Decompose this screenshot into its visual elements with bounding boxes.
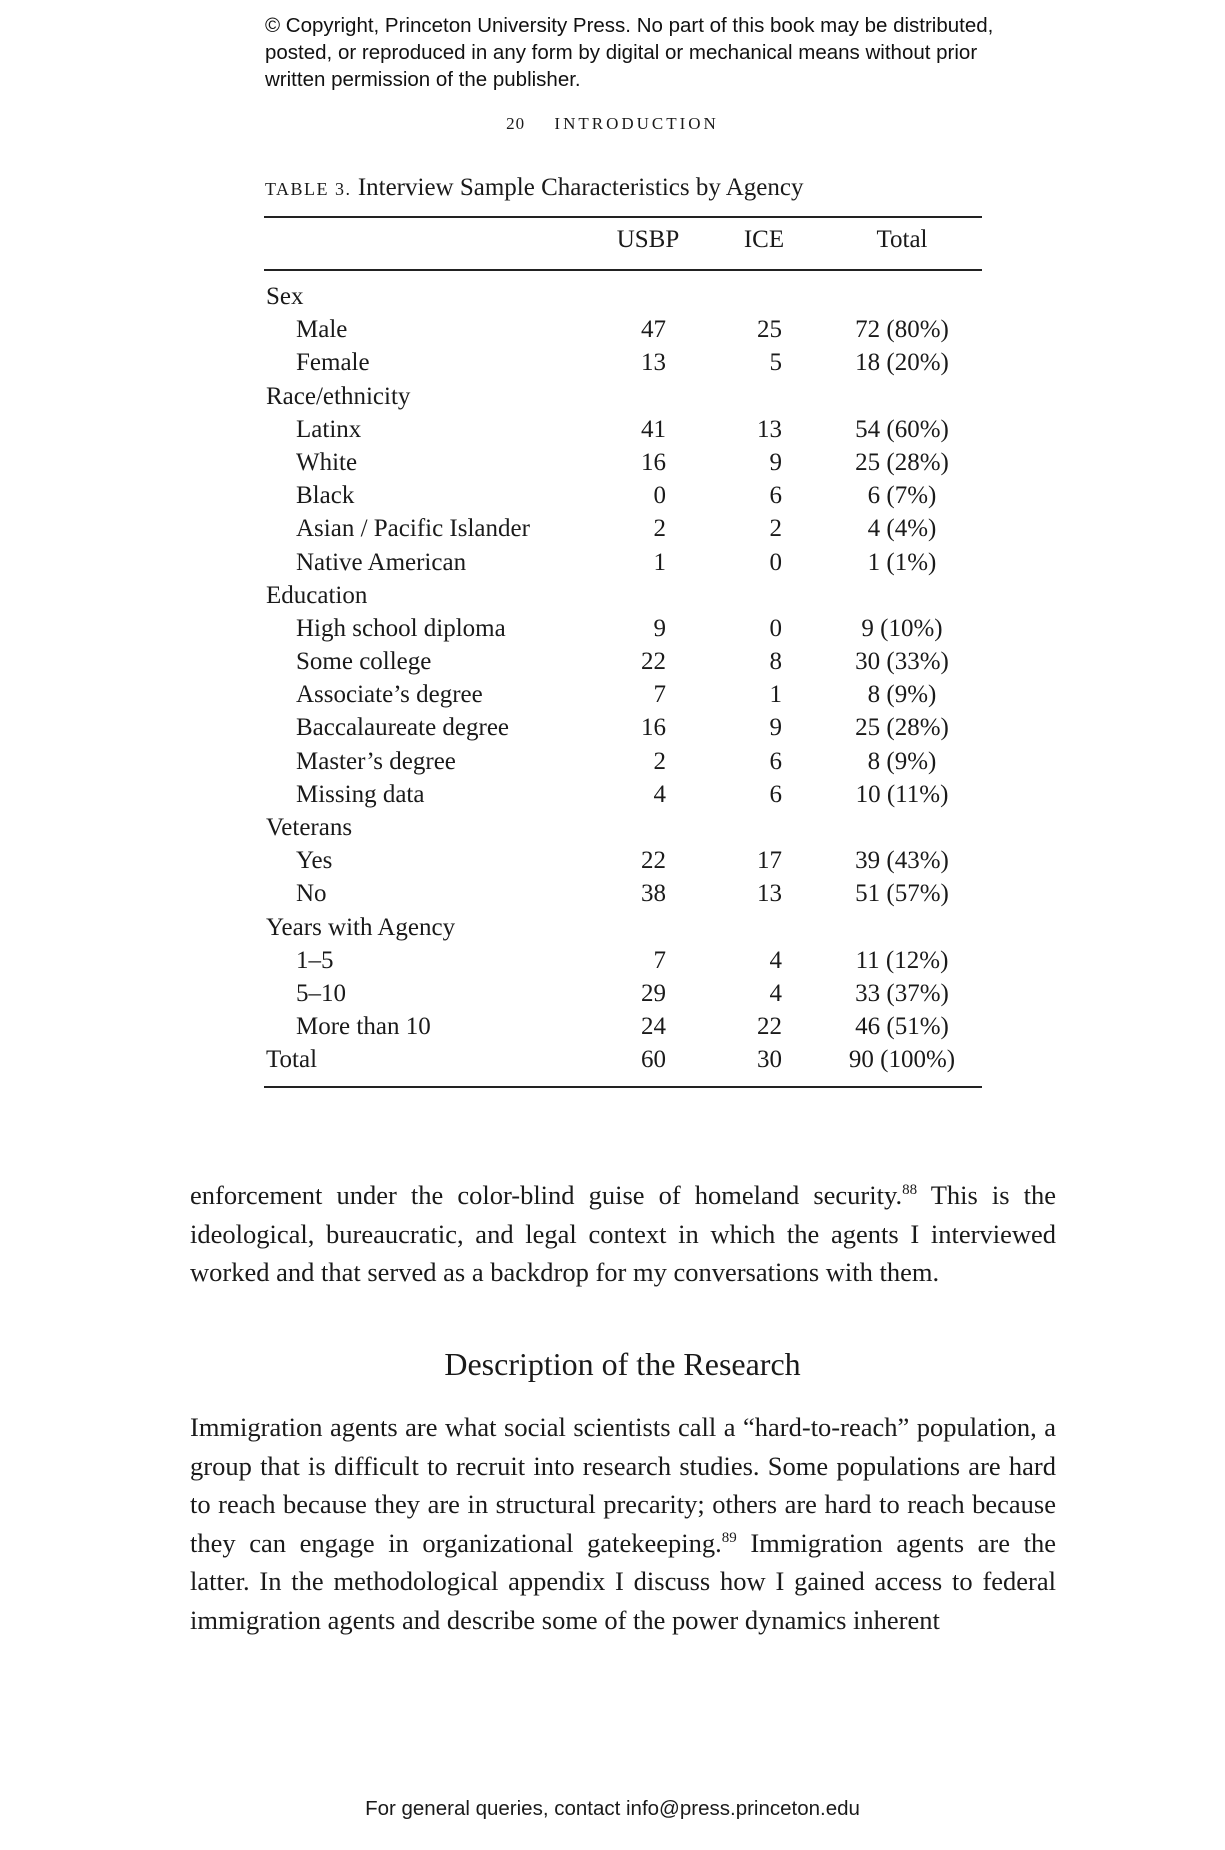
table-group-row (264, 911, 982, 944)
cell-ice: 5 (769, 349, 782, 377)
cell-total: 18 (20%) (855, 349, 949, 377)
row-label: Education (266, 581, 368, 609)
row-label: Years with Agency (266, 913, 456, 941)
row-label: Baccalaureate degree (296, 714, 510, 742)
table-caption (265, 174, 804, 202)
copyright-notice: © Copyright, Princeton University Press. No part of this book may be distributed, posted, or reproduced in any form by digital or mechanical means without prior written permission of the publisher. (265, 14, 994, 91)
running-head (0, 114, 1225, 134)
cell-total: 8 (9%) (867, 681, 937, 709)
column-header-ice: ICE (743, 226, 785, 253)
table-row (264, 346, 982, 379)
cell-usbp: 22 (641, 648, 666, 676)
cell-ice: 6 (769, 747, 782, 775)
cell-ice: 8 (769, 648, 782, 676)
cell-total: 25 (28%) (855, 448, 949, 476)
column-header-usbp: USBP (616, 226, 680, 253)
row-label: 5–10 (296, 979, 346, 1007)
cell-total: 30 (33%) (855, 648, 949, 676)
cell-usbp: 4 (653, 780, 666, 808)
cell-usbp: 60 (641, 1046, 666, 1074)
table-group-row (264, 579, 982, 612)
table-top-rule (264, 216, 982, 218)
row-label: Missing data (296, 780, 425, 808)
table-row (264, 711, 982, 744)
cell-total: 8 (9%) (867, 747, 937, 775)
table-row (264, 944, 982, 977)
footnote-ref[interactable]: 89 (721, 1529, 737, 1546)
table-group-row (264, 380, 982, 413)
cell-ice: 0 (769, 548, 782, 576)
cell-total: 11 (12%) (855, 946, 949, 974)
cell-usbp: 16 (641, 714, 666, 742)
table-row (264, 745, 982, 778)
row-label: Male (296, 316, 348, 344)
cell-usbp: 1 (653, 548, 666, 576)
table-row (264, 612, 982, 645)
row-label: Veterans (266, 814, 353, 841)
table-row (264, 479, 982, 512)
row-label: Native American (296, 548, 467, 576)
cell-total: 10 (11%) (855, 780, 949, 808)
row-label: Female (296, 349, 370, 377)
cell-usbp: 2 (653, 515, 666, 543)
page-number: 20 (506, 114, 526, 133)
section-heading: Description of the Research (444, 1346, 801, 1382)
cell-total: 46 (51%) (855, 1013, 949, 1041)
paragraph-text: enforcement under the color-blind guise of homeland security. (190, 1180, 903, 1210)
row-label: Yes (296, 847, 333, 875)
row-label: Total (266, 1046, 318, 1074)
cell-usbp: 38 (641, 880, 666, 908)
cell-usbp: 29 (641, 979, 666, 1007)
footer-contact: For general queries, contact info@press.princeton.edu (365, 1797, 860, 1820)
table-row (264, 512, 982, 545)
row-label: Some college (296, 648, 432, 676)
row-label: Race/ethnicity (266, 382, 411, 410)
cell-ice: 1 (769, 681, 782, 709)
section-title: INTRODUCTION (554, 114, 719, 133)
table-group-row (264, 1043, 982, 1076)
cell-total: 90 (100%) (848, 1046, 956, 1074)
cell-total: 25 (28%) (855, 714, 949, 742)
cell-total: 4 (4%) (867, 515, 937, 543)
cell-total: 39 (43%) (855, 847, 949, 875)
cell-usbp: 16 (641, 448, 666, 476)
row-label: High school diploma (296, 614, 506, 642)
cell-total: 33 (37%) (855, 979, 949, 1007)
cell-ice: 13 (757, 415, 782, 443)
cell-ice: 4 (769, 946, 782, 974)
row-label: No (296, 880, 327, 908)
paragraph-text: Immigration agents are what social scientists call a “hard-to-reach” population, a group that is difficult to recruit into research studies. Some populations are hard to reach because they are in structural precarity; others are hard to reach because they can engage in organizational gatekeeping. (190, 1412, 1056, 1558)
cell-total: 51 (57%) (855, 880, 949, 908)
row-label: Sex (266, 283, 304, 310)
table-row (264, 546, 982, 579)
cell-ice: 30 (757, 1046, 782, 1074)
table-group-row (264, 280, 982, 313)
cell-usbp: 9 (653, 614, 666, 642)
cell-ice: 9 (769, 714, 782, 742)
row-label: More than 10 (296, 1013, 431, 1041)
cell-usbp: 13 (641, 349, 666, 377)
cell-ice: 22 (757, 1013, 782, 1041)
table-row (264, 313, 982, 346)
cell-total: 6 (7%) (867, 482, 937, 510)
column-header-total: Total (876, 226, 928, 253)
table-row (264, 877, 982, 910)
table-row (264, 645, 982, 678)
table-group-row (264, 811, 982, 844)
paragraph-text: This is the ideological, bureaucratic, and legal context in which the agents I interviewed worked and that served as a backdrop for my conversations with them. (190, 1180, 1057, 1288)
cell-ice: 17 (757, 847, 782, 875)
row-label: Asian / Pacific Islander (296, 515, 530, 543)
cell-ice: 4 (769, 979, 782, 1007)
cell-ice: 6 (769, 780, 782, 808)
table-row (264, 678, 982, 711)
cell-ice: 9 (769, 448, 782, 476)
cell-usbp: 0 (653, 482, 666, 510)
cell-usbp: 24 (641, 1013, 666, 1041)
table-bottom-rule (264, 1086, 982, 1088)
cell-usbp: 7 (653, 946, 666, 974)
table-row (264, 446, 982, 479)
row-label: 1–5 (296, 946, 334, 974)
row-label: Associate’s degree (296, 681, 483, 709)
cell-ice: 13 (757, 880, 782, 908)
cell-usbp: 41 (641, 415, 666, 443)
cell-ice: 6 (769, 482, 782, 510)
cell-usbp: 47 (641, 316, 666, 344)
table-row (264, 844, 982, 877)
table-label: TABLE 3. (265, 179, 352, 199)
footnote-ref[interactable]: 88 (902, 1182, 918, 1199)
table-header-rule (264, 269, 982, 271)
cell-total: 54 (60%) (855, 415, 949, 443)
row-label: Latinx (296, 415, 362, 443)
row-label: Black (296, 482, 355, 510)
paragraph-text: Immigration agents are the latter. In the methodological appendix I discuss how I gained access to federal immigration agents and describe some of the power dynamics inherent (190, 1527, 1056, 1635)
row-label: Master’s degree (296, 747, 456, 775)
table-body (264, 280, 982, 1077)
cell-usbp: 7 (653, 681, 666, 709)
cell-ice: 2 (769, 515, 782, 543)
table-row (264, 1010, 982, 1043)
table-row (264, 977, 982, 1010)
cell-ice: 25 (757, 316, 782, 344)
cell-usbp: 2 (653, 747, 666, 775)
cell-usbp: 22 (641, 847, 666, 875)
table-row (264, 778, 982, 811)
row-label: White (296, 448, 358, 476)
table-title: Interview Sample Characteristics by Agency (357, 174, 804, 201)
body-paragraph (190, 1176, 1056, 1292)
cell-ice: 0 (769, 614, 782, 642)
cell-total: 1 (1%) (867, 548, 937, 576)
body-paragraph (190, 1408, 1056, 1640)
table-row (264, 413, 982, 446)
cell-total: 72 (80%) (855, 316, 949, 344)
table-header (264, 226, 982, 262)
cell-total: 9 (10%) (861, 614, 943, 642)
